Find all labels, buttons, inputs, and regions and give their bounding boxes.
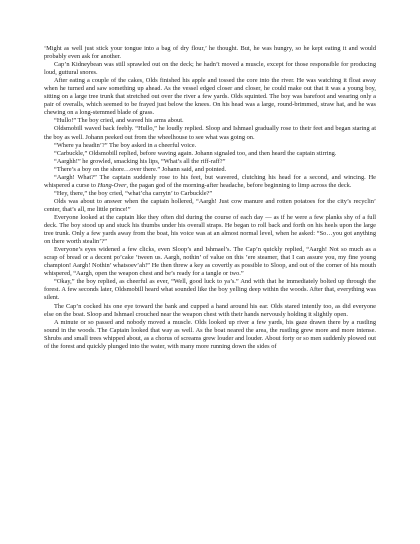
paragraph: “Aarghh!” he growled, smacking his lips, “What’s all the riff-raff?” [54, 157, 226, 165]
paragraph: Everyone’s eyes widened a few clicks, even Sloop’s and Ishmael’s. The Cap’n quickly replied, “Aargh! Not so much as a scrap of bread or a decent po’cake ’tween us. Aargh, nothin’ of value on this ’ere steamer, that I can assure you, my fine young champion! Aargh! Nothin’ whatsoev’ah!” He then threw a key as covertly as possible to Sloop, and out of the corner of his mouth whispered, “Aargh, open the weapon chest and be’s ready for a tangle or two.” [44, 246, 376, 278]
paragraph: Oldsmobill waved back feebly. “Hullo,” he loudly replied. Sloop and Ishmael gradually rose to their feet and began staring at the boy as well. Johann peeked out from the wheelhouse to see what was going on. [44, 125, 376, 141]
paragraph: ‘Might as well just stick your tongue into a bag of dry flour,’ he thought. But, he was hungry, so he kept eating it and would probably even ask for another. [44, 45, 376, 61]
paragraph: A minute or so passed and nobody moved a muscle. Olds looked up river a few yards, his gaze drawn there by a rustling sound in the woods. The Captain looked that way as well. As the boat neared the area, the rustling grew more and more intense. Shrubs and small trees whipped about, as a chorus of screams grew louder and louder. About forty or so men suddenly plowed out of the forest and quickly plunged into the water, with many more running down the sides of [44, 318, 376, 350]
paragraph [44, 174, 376, 190]
paragraph: Everyone looked at the captain like they often did during the course of each day — as if he were a few planks shy of a full deck. The boy stood up and stuck his thumbs under his overall straps. He began to roll back and forth on his heels upon the large tree trunk. Only a few yards away from the boat, his voice was at an almost normal level, when he asked: “So…you got anything on there worth stealin’?” [44, 213, 376, 246]
paragraph: “Hullo!” The boy cried, and waved his arms about. [54, 117, 184, 125]
paragraph: After eating a couple of the cakes, Olds finished his apple and tossed the core into the river. He was watching it float away when he turned and saw something up ahead. As the vessel edged closer and closer, he could make out that it was a young boy, sitting on a large tree trunk that stretched out over the river a few yards. Olds squinted. The boy was barefoot and wearing only a pair of overalls, which seemed to be frayed just below the knees. On his head was a large, round-brimmed, straw hat, and he was chewing on a long-stemmed blade of grass. [44, 77, 376, 117]
paragraph: “Okay,” the boy replied, as cheerful as ever, “Well, good luck to ya’s.” And with that he immediately bolted up through the forest. A few seconds later, Oldsmobill heard what sounded like the boy yelling deep within the woods. After that, everything was silent. [44, 278, 376, 302]
italic-name: Hung-Over [97, 181, 127, 189]
paragraph: Olds was about to answer when the captain hollered, “Aargh! Just cow manure and rotten potatoes for the city’s recyclin’ center, that’s all, me little prince!” [44, 197, 376, 213]
paragraph: “Carbuckle,” Oldsmobill replied, before waving again. Johann signaled too, and then heard the captain stirring. [54, 149, 337, 157]
paragraph: “There’s a boy on the shore…over there.” Johann said, and pointed. [54, 165, 227, 173]
paragraph-text: “Aargh! What?” The captain suddenly rose to his feet, but wavered, clutching his head for a second, and wincing. He whispered a curse to [44, 173, 376, 189]
paragraph: The Cap’n cocked his one eye toward the bank and cupped a hand around his ear. Olds stared intently too, as did everyone else on the boat. Sloop and Ishmael crouched near the weapon chest with their hands nervously holding it slightly open. [44, 302, 376, 318]
paragraph: Cap’n Kidneybean was still sprawled out on the deck; he hadn’t moved a muscle, except for those responsible for producing loud, guttural snores. [44, 61, 376, 77]
paragraph: “Hey, there,” the boy cried, “what’cha carryin’ to Carbuckle?” [54, 189, 213, 197]
paragraph: “Where ya headin’?” The boy asked in a cheerful voice. [54, 141, 197, 149]
paragraph-text: , the pagan god of the morning-after headache, before beginning to limp across the deck. [126, 181, 352, 189]
